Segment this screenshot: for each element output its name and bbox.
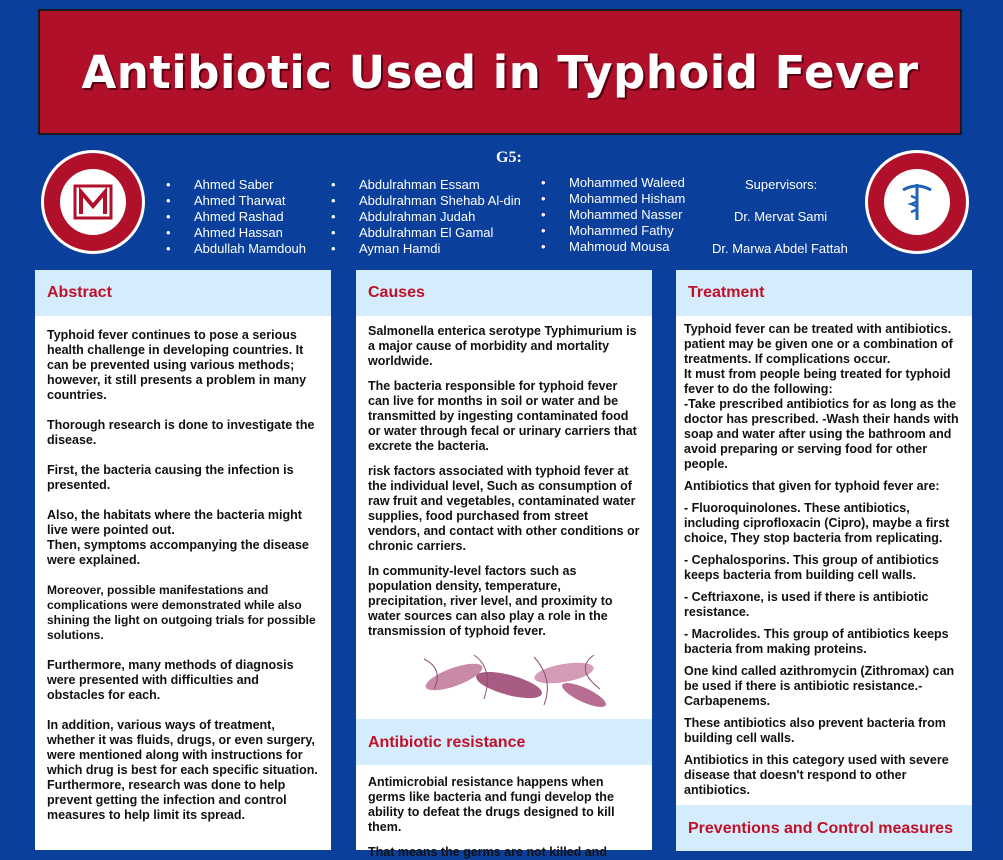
- group-label: G5:: [496, 149, 522, 166]
- causes-paragraph: In community-level factors such as population density, temperature, precipitation, river level, and proximity to water sources can also play a role in the transmission of typhoid fever.: [368, 564, 613, 638]
- title-banner: [38, 9, 962, 135]
- abstract-paragraph: Also, the habitats where the bacteria might live were pointed out. Then, symptoms accompanying the disease were explained.: [47, 508, 309, 567]
- treatment-paragraph: Antibiotics that given for typhoid fever are:: [684, 479, 940, 493]
- resistance-paragraph: Antimicrobial resistance happens when germs like bacteria and fungi develop the ability to defeat the drugs designed to kill them.: [368, 775, 615, 834]
- member-name: • Mohammed Hisham: [541, 191, 685, 207]
- treatment-paragraph: - Macrolides. This group of antibiotics keeps bacteria from making proteins.: [684, 627, 949, 656]
- treatment-paragraph: - Cephalosporins. This group of antibiotics keeps bacteria from building cell walls.: [684, 553, 939, 582]
- member-name: • Ahmed Rashad: [166, 209, 306, 225]
- medicine-logo-mark: [884, 169, 950, 235]
- causes-body: [356, 316, 652, 860]
- abstract-paragraph: In addition, various ways of treatment, whether it was fluids, drugs, or even surgery, were mentioned along with instructions for which drug is best for each specific situation. Furthermore, research was done to help prevent getting the infection and control measures to help limit its spread.: [47, 718, 318, 822]
- member-name: • Ahmed Saber: [166, 177, 306, 193]
- resistance-heading: Antibiotic resistance: [356, 719, 652, 765]
- member-name: • Mahmoud Mousa: [541, 239, 685, 255]
- member-name: • Ayman Hamdi: [331, 241, 521, 257]
- member-name: • Abdulrahman Shehab Al-din: [331, 193, 521, 209]
- members-column-3: [541, 175, 685, 255]
- abstract-paragraph: Thorough research is done to investigate the disease.: [47, 418, 315, 447]
- treatment-paragraph: One kind called azithromycin (Zithromax) can be used if there is antibiotic resistance.- Carbapenems.: [684, 664, 955, 708]
- member-name: • Abdulrahman El Gamal: [331, 225, 521, 241]
- faculty-of-medicine-logo-icon: [865, 150, 969, 254]
- treatment-body: [676, 316, 972, 851]
- causes-paragraph: The bacteria responsible for typhoid fever can live for months in soil or water and be transmitted by ingesting contaminated food or water through fecal or urinary carriers that excrete the bacteria.: [368, 379, 637, 453]
- abstract-panel: [35, 270, 331, 850]
- member-name: • Ahmed Hassan: [166, 225, 306, 241]
- causes-paragraph: risk factors associated with typhoid fever at the individual level, Such as consumption of raw fruit and vegetables, contaminated water supplies, food purchased from street vendors, and contact with other conditions or chronic carriers.: [368, 464, 640, 553]
- abstract-heading: Abstract: [35, 270, 331, 316]
- abstract-paragraph: First, the bacteria causing the infection is presented.: [47, 463, 294, 492]
- supervisors-label: Supervisors:: [745, 177, 818, 192]
- member-name: • Abdulrahman Essam: [331, 177, 521, 193]
- causes-panel: [356, 270, 652, 859]
- abstract-body: [35, 316, 331, 823]
- treatment-paragraph: These antibiotics also prevent bacteria from building cell walls.: [684, 716, 946, 745]
- member-name: • Mohammed Fathy: [541, 223, 685, 239]
- university-logo-icon: [41, 150, 145, 254]
- treatment-paragraph: - Ceftriaxone, is used if there is antibiotic resistance.: [684, 590, 929, 619]
- causes-heading: Causes: [356, 270, 652, 316]
- resistance-paragraph: That means the germs are not killed and: [368, 845, 607, 859]
- causes-paragraph: Salmonella enterica serotype Typhimurium is a major cause of morbidity and mortality worldwide.: [368, 324, 637, 368]
- member-name: • Abdulrahman Judah: [331, 209, 521, 225]
- university-logo-mark: [60, 169, 126, 235]
- treatment-paragraph: - Fluoroquinolones. These antibiotics, including ciprofloxacin (Cipro), maybe a first choice, They stop bacteria from replicating.: [684, 501, 950, 545]
- supervisor-name: Dr. Marwa Abdel Fattah: [712, 241, 848, 256]
- members-column-1: [166, 177, 306, 257]
- abstract-paragraph: Furthermore, many methods of diagnosis were presented with difficulties and obstacles for each.: [47, 658, 294, 702]
- member-name: • Mohammed Waleed: [541, 175, 685, 191]
- abstract-paragraph: Moreover, possible manifestations and complications were demonstrated while also shining the light on outgoing trials for possible solutions.: [47, 583, 316, 642]
- prevention-heading: Preventions and Control measures: [676, 805, 972, 851]
- members-column-2: [331, 177, 521, 257]
- poster-title: Antibiotic Used in Typhoid Fever: [81, 45, 919, 99]
- abstract-paragraph: Typhoid fever continues to pose a serious health challenge in developing countries. It can be prevented using various methods; however, it still presents a problem in many countries.: [47, 328, 307, 402]
- supervisor-name: Dr. Mervat Sami: [734, 209, 828, 224]
- treatment-panel: [676, 270, 972, 850]
- treatment-paragraph: Typhoid fever can be treated with antibiotics. patient may be given one or a combination of treatments. If complications occur. It must from people being treated for typhoid fever to do the following: -Take prescribed antibiotics for as long as the doctor has prescribed. -Wash their hands with soap and water after using the bathroom and avoid preparing or serving food for other people.: [684, 322, 959, 471]
- member-name: • Abdullah Mamdouh: [166, 241, 306, 257]
- treatment-heading: Treatment: [676, 270, 972, 316]
- bacteria-illustration: [414, 649, 610, 711]
- member-name: • Mohammed Nasser: [541, 207, 685, 223]
- treatment-paragraph: Antibiotics in this category used with severe disease that doesn't respond to other antibiotics.: [684, 753, 949, 797]
- member-name: • Ahmed Tharwat: [166, 193, 306, 209]
